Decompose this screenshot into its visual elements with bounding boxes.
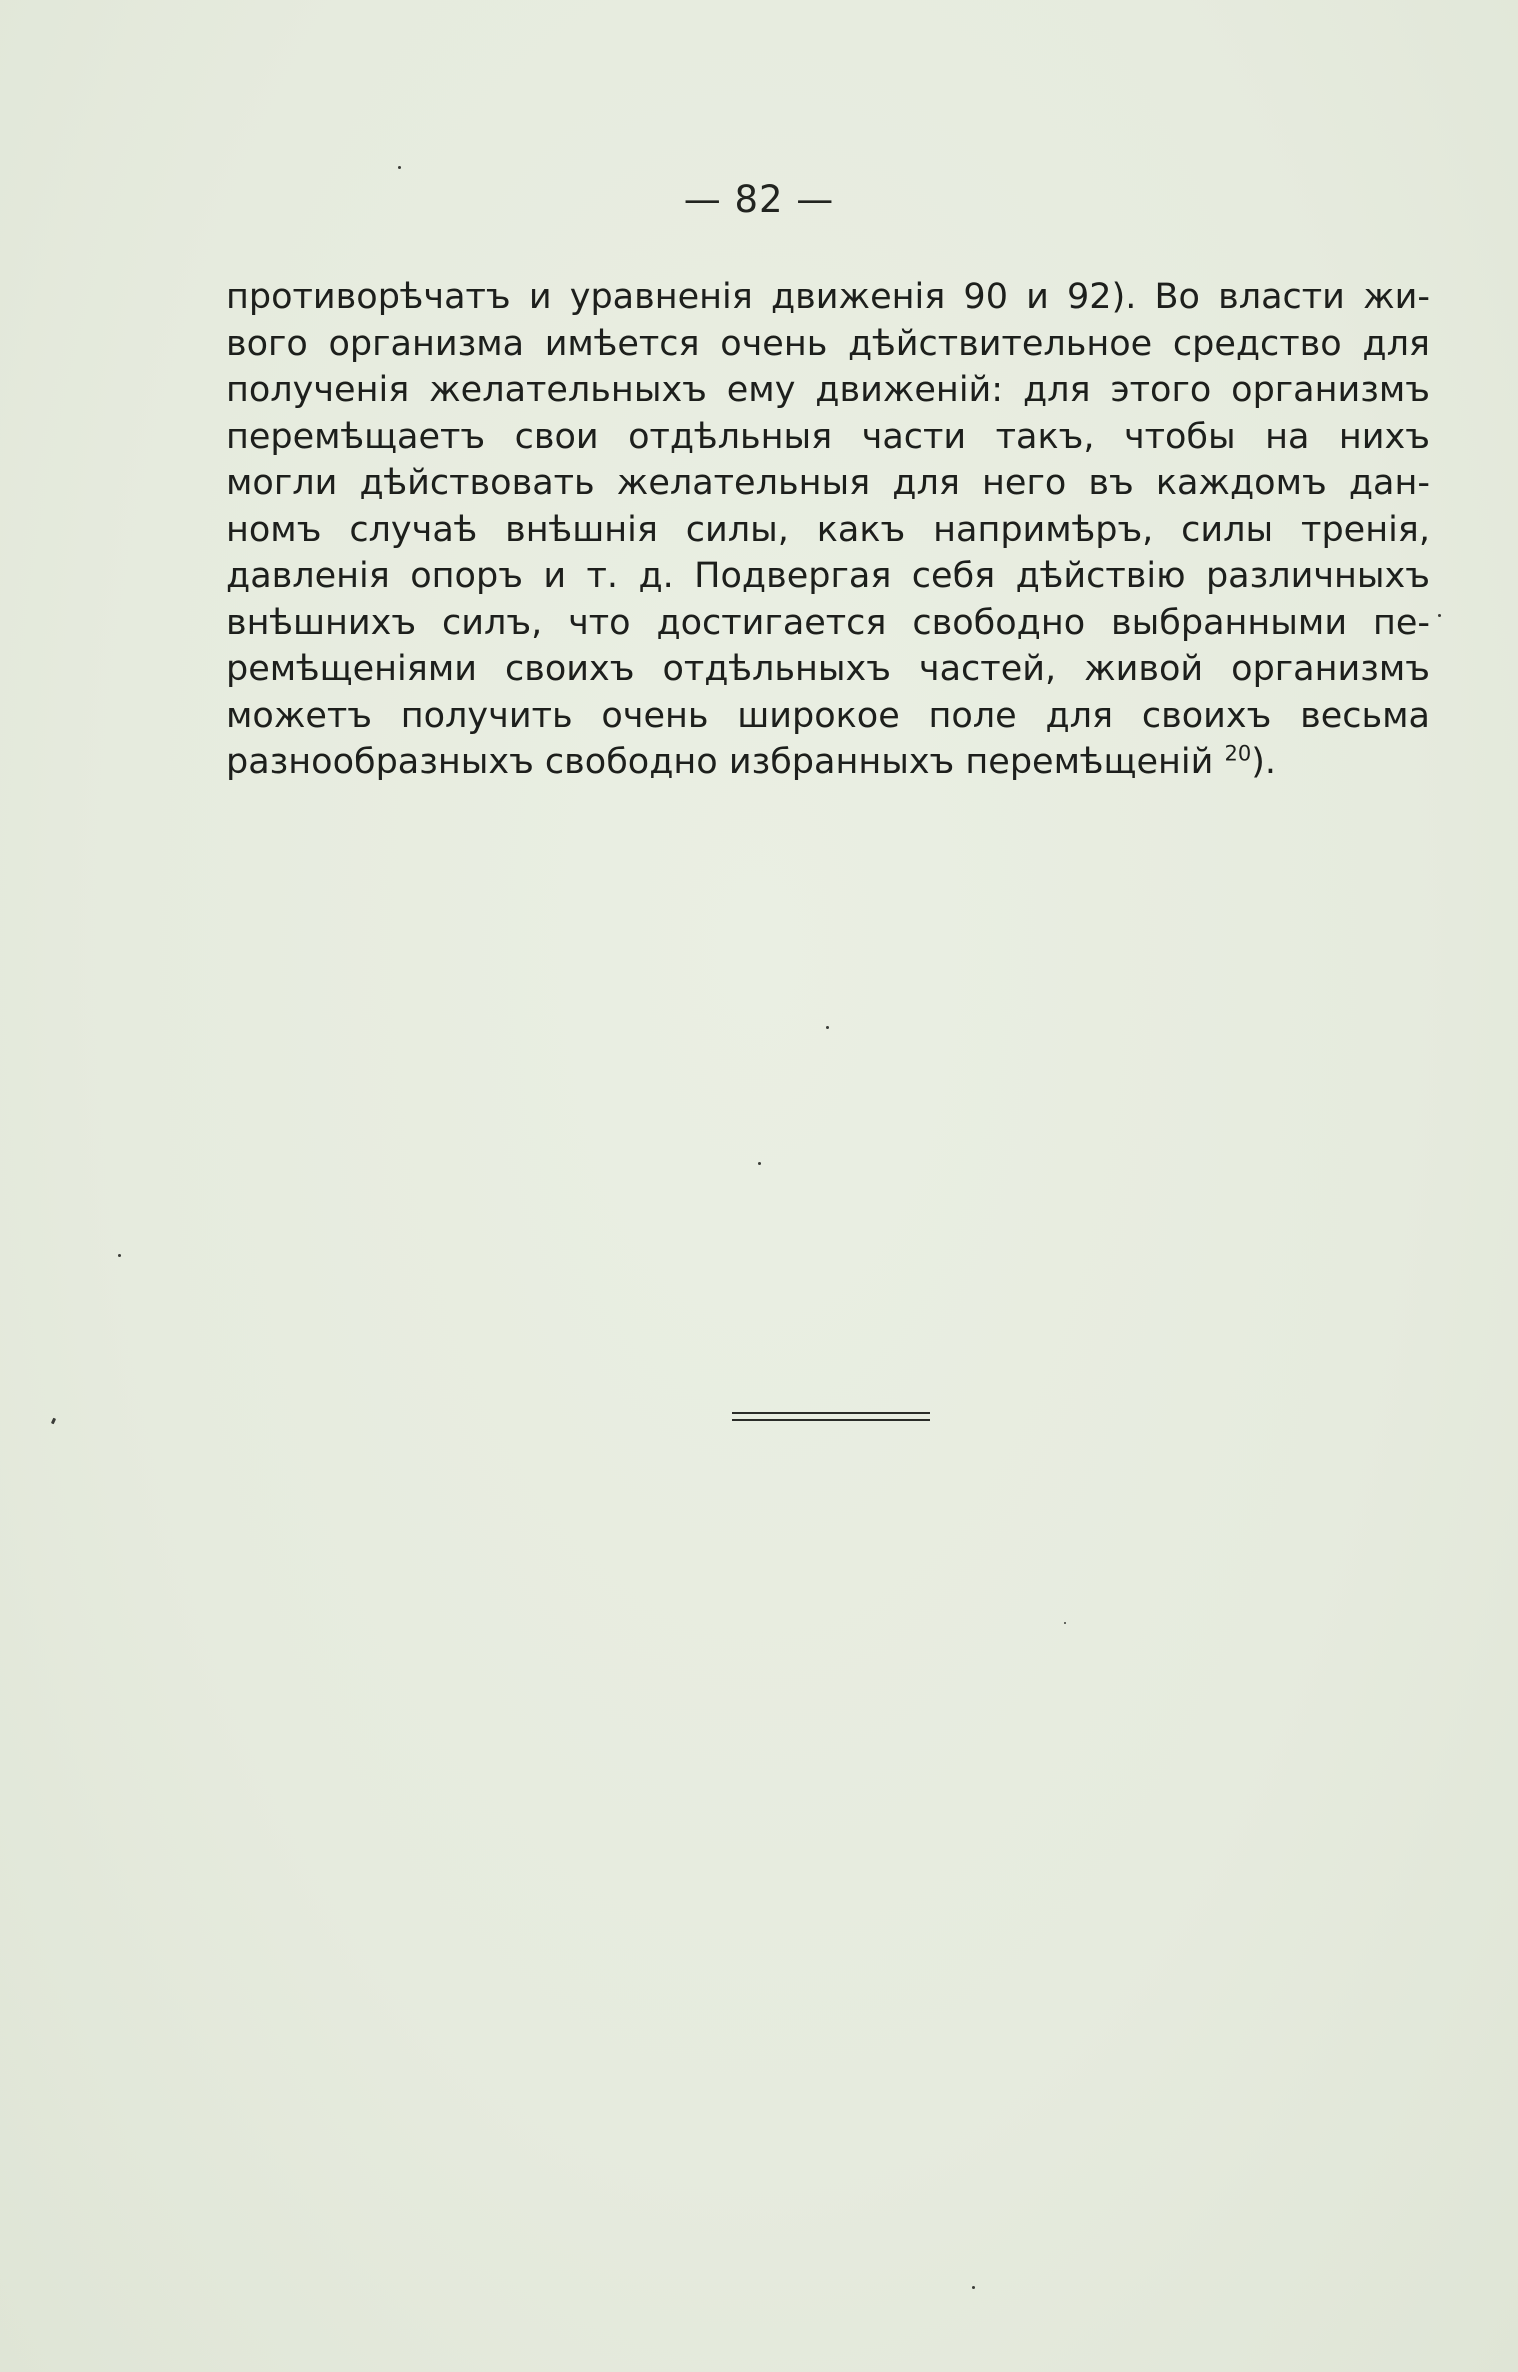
text-line: могли дѣйствовать желательныя для него въ каждомъ дан- <box>226 463 1430 503</box>
scan-speck <box>1438 614 1441 617</box>
text-line: ремѣщеніями своихъ отдѣльныхъ частей, живой организмъ <box>226 649 1430 689</box>
text-line: можетъ получить очень широкое поле для своихъ весьма <box>226 695 1430 736</box>
scan-speck <box>118 1254 121 1257</box>
text-line-last <box>226 739 1430 786</box>
scan-speck <box>758 1162 761 1165</box>
text-line: перемѣщаетъ свои отдѣльныя части такъ, чтобы на нихъ <box>226 416 1430 457</box>
scan-speck <box>826 1026 829 1029</box>
text-line: давленія опоръ и т. д. Подвергая себя дѣйствію различныхъ <box>226 556 1430 596</box>
text-line-last-body: разнообразныхъ свободно избранныхъ перемѣщеній <box>226 742 1214 782</box>
text-line: внѣшнихъ силъ, что достигается свободно выбранными пе- <box>226 602 1430 643</box>
text-line: противорѣчатъ и уравненія движенія 90 и 92). Во власти жи- <box>226 277 1430 317</box>
footnote-reference: 20 <box>1224 741 1252 766</box>
text-line-last-tail: ). <box>1251 742 1277 782</box>
section-end-double-rule <box>732 1412 930 1421</box>
scan-speck <box>51 1418 56 1425</box>
paragraph <box>226 274 1430 786</box>
text-line: номъ случаѣ внѣшнія силы, какъ напримѣръ, силы тренія, <box>226 509 1430 550</box>
scan-speck <box>1064 1622 1066 1624</box>
text-line: полученія желательныхъ ему движеній: для этого организмъ <box>226 370 1430 410</box>
text-line: вого организма имѣется очень дѣйствительное средство для <box>226 323 1430 364</box>
scan-speck <box>398 166 401 169</box>
page-number: — 82 — <box>683 178 835 221</box>
scan-speck <box>972 2286 975 2289</box>
